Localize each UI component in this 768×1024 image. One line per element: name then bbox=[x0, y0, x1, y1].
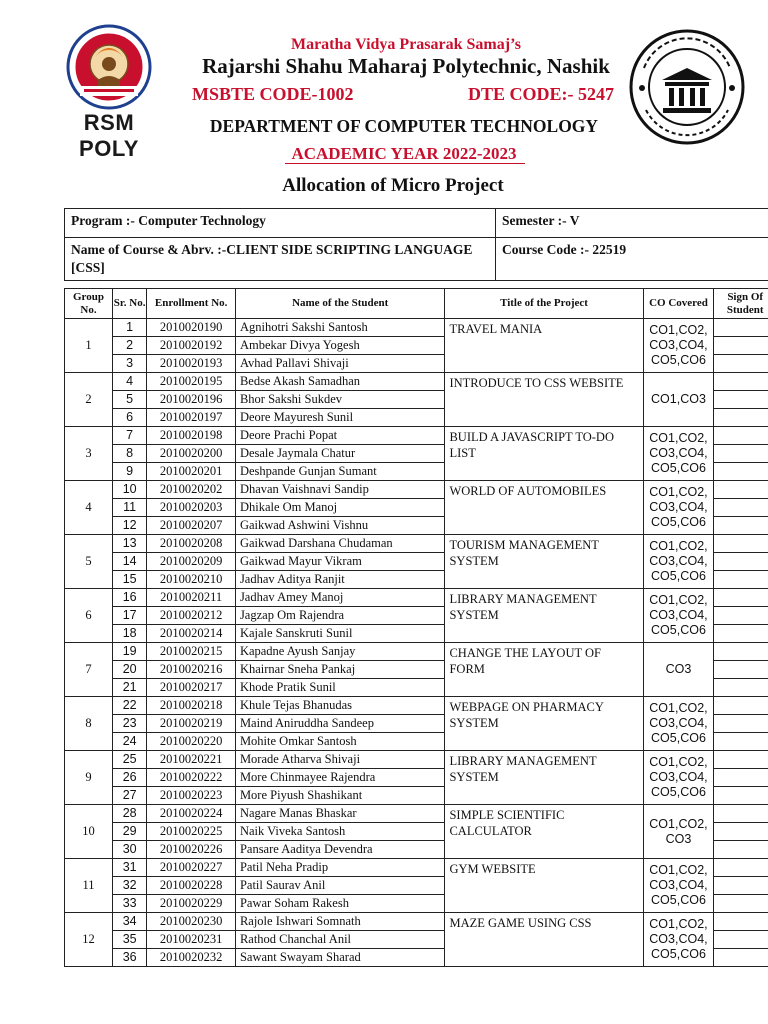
student-sign-cell[interactable] bbox=[714, 787, 768, 805]
student-name: More Piyush Shashikant bbox=[235, 787, 445, 805]
board-seal-icon bbox=[628, 28, 746, 146]
allocation-table-body bbox=[65, 319, 768, 967]
enrollment-number: 2010020198 bbox=[147, 427, 236, 445]
student-name: Naik Viveka Santosh bbox=[235, 823, 445, 841]
enrollment-number: 2010020220 bbox=[147, 733, 236, 751]
serial-number: 15 bbox=[112, 571, 146, 589]
student-name: Nagare Manas Bhaskar bbox=[235, 805, 445, 823]
group-number: 3 bbox=[65, 427, 113, 481]
header-group-no: Group No. bbox=[65, 289, 113, 319]
serial-number: 27 bbox=[112, 787, 146, 805]
serial-number: 12 bbox=[112, 517, 146, 535]
enrollment-number: 2010020203 bbox=[147, 499, 236, 517]
serial-number: 9 bbox=[112, 463, 146, 481]
student-name: Pawar Soham Rakesh bbox=[235, 895, 445, 913]
serial-number: 22 bbox=[112, 697, 146, 715]
enrollment-number: 2010020209 bbox=[147, 553, 236, 571]
table-row bbox=[65, 373, 768, 391]
student-sign-cell[interactable] bbox=[714, 931, 768, 949]
student-name: Desale Jaymala Chatur bbox=[235, 445, 445, 463]
enrollment-number: 2010020229 bbox=[147, 895, 236, 913]
student-name: Avhad Pallavi Shivaji bbox=[235, 355, 445, 373]
enrollment-number: 2010020197 bbox=[147, 409, 236, 427]
project-title: CHANGE THE LAYOUT OF FORM bbox=[445, 643, 643, 697]
serial-number: 8 bbox=[112, 445, 146, 463]
academic-year: ACADEMIC YEAR 2022-2023 bbox=[291, 144, 517, 163]
student-name: Morade Atharva Shivaji bbox=[235, 751, 445, 769]
student-sign-cell[interactable] bbox=[714, 949, 768, 967]
student-sign-cell[interactable] bbox=[714, 679, 768, 697]
co-covered: CO1,CO2, CO3,CO4, CO5,CO6 bbox=[643, 427, 714, 481]
dte-code: DTE CODE:- 5247 bbox=[468, 84, 615, 104]
academic-year-underline bbox=[285, 163, 525, 164]
group-number: 11 bbox=[65, 859, 113, 913]
enrollment-number: 2010020225 bbox=[147, 823, 236, 841]
co-covered: CO1,CO2, CO3,CO4, CO5,CO6 bbox=[643, 751, 714, 805]
student-sign-cell[interactable] bbox=[714, 373, 768, 391]
group-number: 9 bbox=[65, 751, 113, 805]
header-enrollment-no: Enrollment No. bbox=[147, 289, 236, 319]
serial-number: 17 bbox=[112, 607, 146, 625]
college-logo bbox=[54, 24, 164, 161]
enrollment-number: 2010020195 bbox=[147, 373, 236, 391]
student-name: Rajole Ishwari Somnath bbox=[235, 913, 445, 931]
board-seal bbox=[628, 28, 746, 146]
table-row bbox=[65, 643, 768, 661]
serial-number: 4 bbox=[112, 373, 146, 391]
student-name: Gaikwad Mayur Vikram bbox=[235, 553, 445, 571]
student-name: Maind Aniruddha Sandeep bbox=[235, 715, 445, 733]
student-sign-cell[interactable] bbox=[714, 553, 768, 571]
enrollment-number: 2010020218 bbox=[147, 697, 236, 715]
student-name: Bhor Sakshi Sukdev bbox=[235, 391, 445, 409]
project-title: BUILD A JAVASCRIPT TO-DO LIST bbox=[445, 427, 643, 481]
project-title: SIMPLE SCIENTIFIC CALCULATOR bbox=[445, 805, 643, 859]
student-name: Agnihotri Sakshi Santosh bbox=[235, 319, 445, 337]
serial-number: 26 bbox=[112, 769, 146, 787]
student-name: Dhikale Om Manoj bbox=[235, 499, 445, 517]
student-sign-cell[interactable] bbox=[714, 697, 768, 715]
serial-number: 14 bbox=[112, 553, 146, 571]
enrollment-number: 2010020215 bbox=[147, 643, 236, 661]
student-name: Bedse Akash Samadhan bbox=[235, 373, 445, 391]
serial-number: 11 bbox=[112, 499, 146, 517]
enrollment-number: 2010020210 bbox=[147, 571, 236, 589]
enrollment-number: 2010020211 bbox=[147, 589, 236, 607]
group-number: 4 bbox=[65, 481, 113, 535]
enrollment-number: 2010020224 bbox=[147, 805, 236, 823]
group-number: 5 bbox=[65, 535, 113, 589]
enrollment-number: 2010020196 bbox=[147, 391, 236, 409]
student-sign-cell[interactable] bbox=[714, 661, 768, 679]
student-name: Ambekar Divya Yogesh bbox=[235, 337, 445, 355]
student-name: Patil Neha Pradip bbox=[235, 859, 445, 877]
student-sign-cell[interactable] bbox=[714, 625, 768, 643]
co-covered: CO1,CO3 bbox=[643, 373, 714, 427]
group-number: 10 bbox=[65, 805, 113, 859]
student-sign-cell[interactable] bbox=[714, 841, 768, 859]
enrollment-number: 2010020228 bbox=[147, 877, 236, 895]
project-title: INTRODUCE TO CSS WEBSITE bbox=[445, 373, 643, 427]
student-sign-cell[interactable] bbox=[714, 643, 768, 661]
student-sign-cell[interactable] bbox=[714, 733, 768, 751]
serial-number: 25 bbox=[112, 751, 146, 769]
serial-number: 32 bbox=[112, 877, 146, 895]
department-name: DEPARTMENT OF COMPUTER TECHNOLOGY bbox=[209, 116, 599, 136]
enrollment-number: 2010020223 bbox=[147, 787, 236, 805]
student-sign-cell[interactable] bbox=[714, 913, 768, 931]
student-sign-cell[interactable] bbox=[714, 499, 768, 517]
student-name: Jagzap Om Rajendra bbox=[235, 607, 445, 625]
serial-number: 10 bbox=[112, 481, 146, 499]
student-name: Khode Pratik Sunil bbox=[235, 679, 445, 697]
student-name: More Chinmayee Rajendra bbox=[235, 769, 445, 787]
student-sign-cell[interactable] bbox=[714, 823, 768, 841]
project-title: GYM WEBSITE bbox=[445, 859, 643, 913]
co-covered: CO1,CO2, CO3,CO4, CO5,CO6 bbox=[643, 697, 714, 751]
table-row bbox=[65, 805, 768, 823]
enrollment-number: 2010020232 bbox=[147, 949, 236, 967]
student-name: Kapadne Ayush Sanjay bbox=[235, 643, 445, 661]
co-covered: CO1,CO2, CO3,CO4, CO5,CO6 bbox=[643, 481, 714, 535]
enrollment-number: 2010020214 bbox=[147, 625, 236, 643]
enrollment-number: 2010020231 bbox=[147, 931, 236, 949]
enrollment-number: 2010020226 bbox=[147, 841, 236, 859]
student-name: Khairnar Sneha Pankaj bbox=[235, 661, 445, 679]
project-title: TOURISM MANAGEMENT SYSTEM bbox=[445, 535, 643, 589]
table-row bbox=[65, 319, 768, 337]
enrollment-number: 2010020193 bbox=[147, 355, 236, 373]
logo-caption: RSM POLY bbox=[79, 110, 139, 161]
student-sign-cell[interactable] bbox=[714, 517, 768, 535]
serial-number: 3 bbox=[112, 355, 146, 373]
student-sign-cell[interactable] bbox=[714, 769, 768, 787]
student-name: Khule Tejas Bhanudas bbox=[235, 697, 445, 715]
student-sign-cell[interactable] bbox=[714, 571, 768, 589]
student-sign-cell[interactable] bbox=[714, 751, 768, 769]
co-covered: CO1,CO2, CO3 bbox=[643, 805, 714, 859]
student-sign-cell[interactable] bbox=[714, 463, 768, 481]
society-name: Maratha Vidya Prasarak Samaj’s bbox=[290, 36, 522, 53]
program-cell: Program :- Computer Technology bbox=[65, 209, 496, 238]
enrollment-number: 2010020227 bbox=[147, 859, 236, 877]
enrollment-number: 2010020217 bbox=[147, 679, 236, 697]
student-name: Kajale Sanskruti Sunil bbox=[235, 625, 445, 643]
student-name: Jadhav Amey Manoj bbox=[235, 589, 445, 607]
serial-number: 21 bbox=[112, 679, 146, 697]
project-title: LIBRARY MANAGEMENT SYSTEM bbox=[445, 589, 643, 643]
header-student-name: Name of the Student bbox=[235, 289, 445, 319]
enrollment-number: 2010020208 bbox=[147, 535, 236, 553]
student-name: Gaikwad Ashwini Vishnu bbox=[235, 517, 445, 535]
group-number: 1 bbox=[65, 319, 113, 373]
header-project-title: Title of the Project bbox=[445, 289, 643, 319]
serial-number: 16 bbox=[112, 589, 146, 607]
student-name: Dhavan Vaishnavi Sandip bbox=[235, 481, 445, 499]
serial-number: 20 bbox=[112, 661, 146, 679]
enrollment-number: 2010020201 bbox=[147, 463, 236, 481]
group-number: 12 bbox=[65, 913, 113, 967]
student-name: Deore Mayuresh Sunil bbox=[235, 409, 445, 427]
serial-number: 2 bbox=[112, 337, 146, 355]
serial-number: 28 bbox=[112, 805, 146, 823]
course-code-cell: Course Code :- 22519 bbox=[496, 238, 768, 281]
serial-number: 33 bbox=[112, 895, 146, 913]
serial-number: 19 bbox=[112, 643, 146, 661]
enrollment-number: 2010020221 bbox=[147, 751, 236, 769]
co-covered: CO1,CO2, CO3,CO4, CO5,CO6 bbox=[643, 859, 714, 913]
student-name: Rathod Chanchal Anil bbox=[235, 931, 445, 949]
document-title: Allocation of Micro Project bbox=[282, 175, 504, 196]
project-title: WORLD OF AUTOMOBILES bbox=[445, 481, 643, 535]
project-title: TRAVEL MANIA bbox=[445, 319, 643, 373]
enrollment-number: 2010020230 bbox=[147, 913, 236, 931]
enrollment-number: 2010020207 bbox=[147, 517, 236, 535]
co-covered: CO1,CO2, CO3,CO4, CO5,CO6 bbox=[643, 589, 714, 643]
enrollment-number: 2010020192 bbox=[147, 337, 236, 355]
enrollment-number: 2010020200 bbox=[147, 445, 236, 463]
co-covered: CO1,CO2, CO3,CO4, CO5,CO6 bbox=[643, 535, 714, 589]
table-row bbox=[65, 589, 768, 607]
student-sign-cell[interactable] bbox=[714, 337, 768, 355]
header-sr-no: Sr. No. bbox=[112, 289, 146, 319]
msbte-code: MSBTE CODE-1002 bbox=[192, 84, 354, 104]
student-name: Deshpande Gunjan Sumant bbox=[235, 463, 445, 481]
student-name: Jadhav Aditya Ranjit bbox=[235, 571, 445, 589]
serial-number: 30 bbox=[112, 841, 146, 859]
serial-number: 18 bbox=[112, 625, 146, 643]
student-sign-cell[interactable] bbox=[714, 895, 768, 913]
student-sign-cell[interactable] bbox=[714, 427, 768, 445]
project-title: MAZE GAME USING CSS bbox=[445, 913, 643, 967]
table-row bbox=[65, 913, 768, 931]
group-number: 6 bbox=[65, 589, 113, 643]
serial-number: 6 bbox=[112, 409, 146, 427]
student-name: Deore Prachi Popat bbox=[235, 427, 445, 445]
student-sign-cell[interactable] bbox=[714, 535, 768, 553]
co-covered: CO3 bbox=[643, 643, 714, 697]
student-sign-cell[interactable] bbox=[714, 409, 768, 427]
table-row bbox=[65, 427, 768, 445]
allocation-table bbox=[64, 288, 768, 967]
program-info-table bbox=[64, 208, 768, 281]
group-number: 7 bbox=[65, 643, 113, 697]
co-covered: CO1,CO2, CO3,CO4, CO5,CO6 bbox=[643, 319, 714, 373]
serial-number: 29 bbox=[112, 823, 146, 841]
project-title: LIBRARY MANAGEMENT SYSTEM bbox=[445, 751, 643, 805]
co-covered: CO1,CO2, CO3,CO4, CO5,CO6 bbox=[643, 913, 714, 967]
group-number: 8 bbox=[65, 697, 113, 751]
serial-number: 1 bbox=[112, 319, 146, 337]
project-title: WEBPAGE ON PHARMACY SYSTEM bbox=[445, 697, 643, 751]
student-sign-cell[interactable] bbox=[714, 805, 768, 823]
table-row bbox=[65, 697, 768, 715]
serial-number: 24 bbox=[112, 733, 146, 751]
student-sign-cell[interactable] bbox=[714, 445, 768, 463]
college-emblem-icon bbox=[60, 24, 158, 110]
serial-number: 13 bbox=[112, 535, 146, 553]
student-sign-cell[interactable] bbox=[714, 607, 768, 625]
student-name: Mohite Omkar Santosh bbox=[235, 733, 445, 751]
enrollment-number: 2010020219 bbox=[147, 715, 236, 733]
enrollment-number: 2010020222 bbox=[147, 769, 236, 787]
serial-number: 7 bbox=[112, 427, 146, 445]
student-name: Sawant Swayam Sharad bbox=[235, 949, 445, 967]
student-sign-cell[interactable] bbox=[714, 589, 768, 607]
student-sign-cell[interactable] bbox=[714, 355, 768, 373]
student-sign-cell[interactable] bbox=[714, 877, 768, 895]
student-name: Pansare Aaditya Devendra bbox=[235, 841, 445, 859]
serial-number: 31 bbox=[112, 859, 146, 877]
student-sign-cell[interactable] bbox=[714, 481, 768, 499]
student-sign-cell[interactable] bbox=[714, 715, 768, 733]
table-row bbox=[65, 481, 768, 499]
header-sign: Sign Of Student bbox=[714, 289, 768, 319]
serial-number: 36 bbox=[112, 949, 146, 967]
student-sign-cell[interactable] bbox=[714, 391, 768, 409]
college-name: Rajarshi Shahu Maharaj Polytechnic, Nashik bbox=[202, 54, 610, 78]
enrollment-number: 2010020216 bbox=[147, 661, 236, 679]
student-sign-cell[interactable] bbox=[714, 319, 768, 337]
course-cell: Name of Course & Abrv. :-CLIENT SIDE SCRIPTING LANGUAGE [CSS] bbox=[65, 238, 496, 281]
serial-number: 35 bbox=[112, 931, 146, 949]
group-number: 2 bbox=[65, 373, 113, 427]
table-row bbox=[65, 859, 768, 877]
student-name: Gaikwad Darshana Chudaman bbox=[235, 535, 445, 553]
enrollment-number: 2010020212 bbox=[147, 607, 236, 625]
student-name: Patil Saurav Anil bbox=[235, 877, 445, 895]
table-row bbox=[65, 751, 768, 769]
table-row bbox=[65, 535, 768, 553]
table-header-row bbox=[65, 289, 768, 319]
serial-number: 5 bbox=[112, 391, 146, 409]
semester-cell: Semester :- V bbox=[496, 209, 768, 238]
enrollment-number: 2010020202 bbox=[147, 481, 236, 499]
serial-number: 23 bbox=[112, 715, 146, 733]
serial-number: 34 bbox=[112, 913, 146, 931]
enrollment-number: 2010020190 bbox=[147, 319, 236, 337]
student-sign-cell[interactable] bbox=[714, 859, 768, 877]
header-co-covered: CO Covered bbox=[643, 289, 714, 319]
